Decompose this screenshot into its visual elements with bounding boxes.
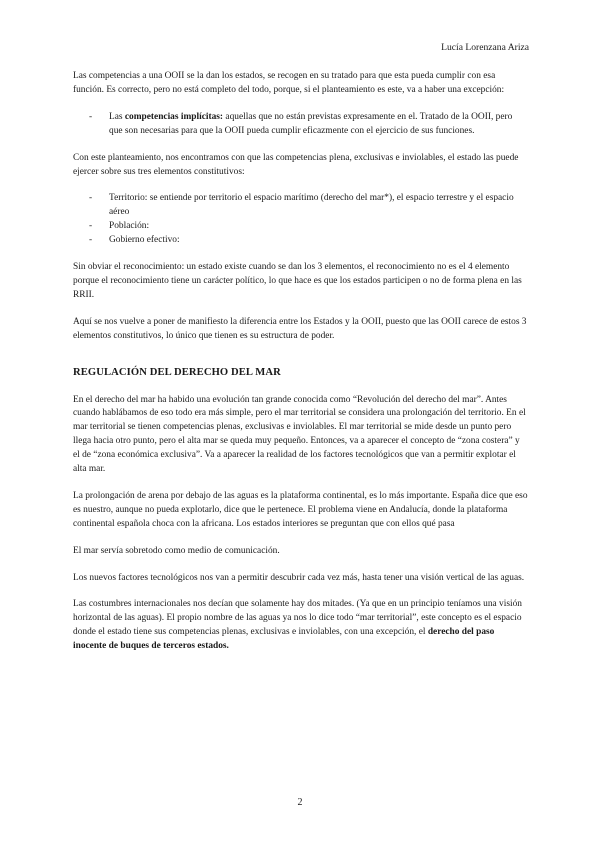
paragraph-text: Las costumbres internacionales nos decían que solamente hay dos mitades. (Ya que en un principio teníamos una visión horizontal de las aguas). El propio nombre de las aguas ya nos lo dice todo “mar territorial”, este concepto es el espacio donde el estado tiene sus competencias plenas, exclusivas e inviolables, con una excepción, el	[73, 599, 522, 638]
list-item	[73, 192, 528, 220]
paragraph: Las competencias a una OOII se la dan los estados, se recogen en su tratado para que esta pueda cumplir con esa función. Es correcto, pero no está completo del todo, porque, si el planteamiento es este, va a haber una excepción:	[73, 71, 505, 95]
paragraph	[73, 598, 528, 654]
paragraph: Los nuevos factores tecnológicos nos van a permitir descubrir cada vez más, hasta tener una visión vertical de las aguas.	[73, 572, 525, 583]
list-item-prefix: Las	[109, 111, 125, 122]
list-item	[73, 111, 528, 139]
page-number: 2	[297, 797, 303, 808]
paragraph: En el derecho del mar ha habido una evolución tan grande conocida como “Revolución del derecho del mar”. Antes cuando hablábamos de eso todo era más simple, pero el mar territorial se considera una prolongación del territorio. En el mar territorial se tienen competencias plenas, exclusivas e inviolables. El mar territorial se mide desde un punto pero llega hacia otro punto, pero el alta mar se queda muy pequeño. Entonces, va a aparecer el concepto de “zona costera” y el de “zona económica exclusiva”. Va a aparecer la realidad de los factores tecnológicos que van a permitir explotar el alta mar.	[73, 394, 526, 475]
dash-bullet: -	[89, 235, 93, 246]
dash-bullet: -	[89, 193, 93, 204]
paragraph: Sin obviar el reconocimiento: un estado existe cuando se dan los 3 elementos, el reconocimiento no es el 4 elemento porque el reconocimiento tiene un carácter político, lo que hace es que los estados participen o no de forma plena en las RRII.	[73, 262, 522, 300]
list-item-text: Territorio: se entiende por territorio el espacio marítimo (derecho del mar*), el espacio terrestre y el espacio aéreo	[109, 193, 514, 218]
bullet-list	[73, 192, 528, 248]
list-item-text: Población:	[109, 221, 150, 232]
list-item-text: aquellas que no están previstas expresamente en el. Tratado de la OOII, pero que son necesarias para que la OOII pueda cumplir eficazmente con el ejercicio de sus funciones.	[109, 111, 513, 136]
bold-term: competencias implícitas:	[124, 111, 224, 122]
list-item	[73, 234, 528, 248]
dash-bullet: -	[89, 111, 93, 122]
list-item	[73, 220, 528, 234]
document-body	[73, 70, 528, 654]
list-item-text: Gobierno efectivo:	[109, 235, 180, 246]
dash-bullet: -	[89, 221, 93, 232]
section-heading: REGULACIÓN DEL DERECHO DEL MAR	[73, 366, 281, 378]
paragraph: El mar servía sobretodo como medio de comunicación.	[73, 545, 280, 556]
paragraph: La prolongación de arena por debajo de las aguas es la plataforma continental, es lo más importante. España dice que eso es nuestro, aunque no pueda explotarlo, dice que le pertenece. El problema viene en Andalucía, donde la plataforma continental española choca con la africana. Los estados interiores se preguntan que con ellos qué pasa	[73, 490, 528, 529]
paragraph: Con este planteamiento, nos encontramos con que las competencias plena, exclusivas e inviolables, el estado las puede ejercer sobre sus tres elementos constitutivos:	[73, 152, 519, 177]
paragraph: Aquí se nos vuelve a poner de manifiesto la diferencia entre los Estados y la OOII, puesto que las OOII carece de estos 3 elementos constitutivos, lo único que tienen es su estructura de poder.	[73, 316, 527, 341]
page-header-author: Lucía Lorenzana Ariza	[441, 42, 529, 53]
bullet-list	[73, 111, 528, 139]
bold-term: derecho del paso inocente de buques de terceros estados.	[73, 627, 495, 652]
